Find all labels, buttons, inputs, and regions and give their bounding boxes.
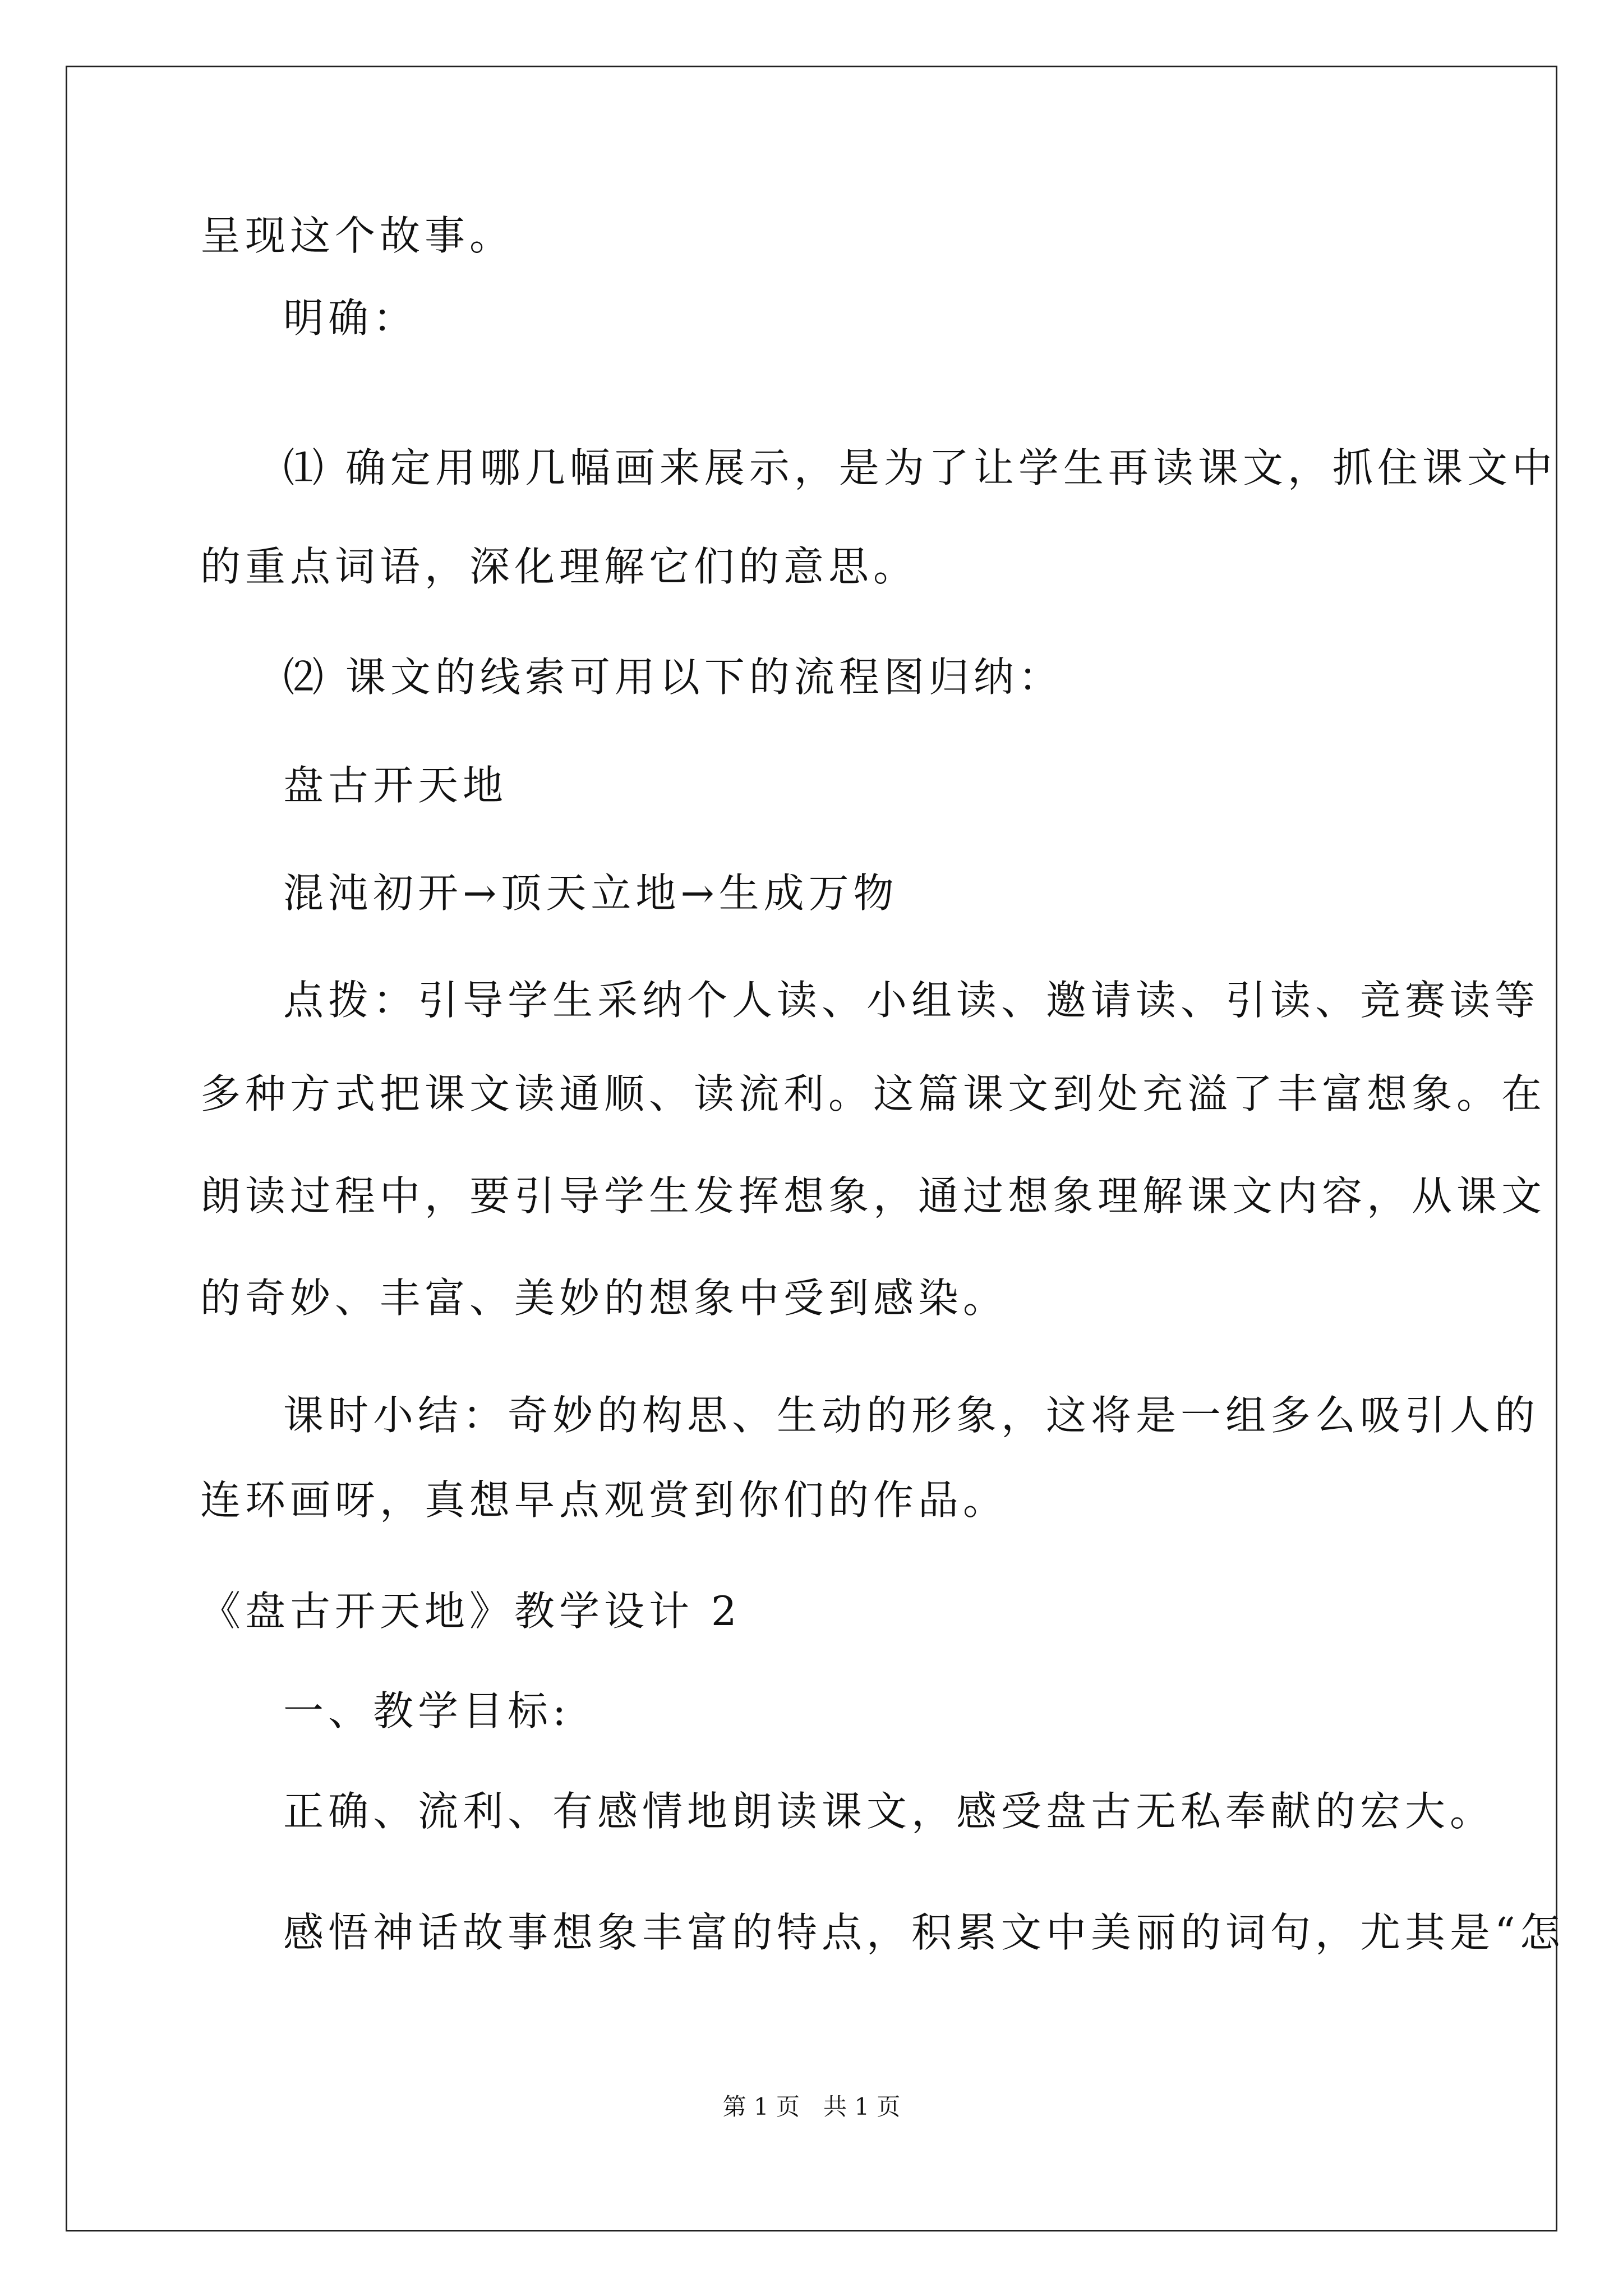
paragraph-line: 一、教学目标: (283, 1687, 571, 1734)
paragraph-line: 连环画呀，真想早点观赏到你们的作品。 (200, 1476, 1008, 1524)
paragraph-line: ⑵ 课文的线索可用以下的流程图归纳： (283, 654, 1063, 701)
paragraph-line: 混沌初开→顶天立地→生成万物 (283, 869, 898, 917)
paragraph-line: 正确、流利、有感情地朗读课文，感受盘古无私奉献的宏大。 (283, 1788, 1495, 1835)
paragraph-line: 点拨：引导学生采纳个人读、小组读、邀请读、引读、竞赛读等 (283, 977, 1540, 1024)
paragraph-line: 课时小结：奇妙的构思、生动的形象，这将是一组多么吸引人的 (283, 1392, 1540, 1439)
page-footer: 第 1 页 共 1 页 (722, 2093, 901, 2120)
paragraph-line: 明确： (283, 295, 418, 342)
page-border (66, 66, 1557, 2231)
paragraph-line: 的重点词语，深化理解它们的意思。 (200, 543, 919, 590)
paragraph-line: ⑴ 确定用哪几幅画来展示，是为了让学生再读课文，抓住课文中 (283, 444, 1557, 491)
paragraph-line: 盘古开天地 (283, 762, 508, 809)
section-heading: 《盘古开天地》教学设计 2 (200, 1588, 741, 1635)
paragraph-line: 朗读过程中，要引导学生发挥想象，通过想象理解课文内容，从课文 (200, 1172, 1547, 1220)
paragraph-line: 感悟神话故事想象丰富的特点，积累文中美丽的词句，尤其是“怎 (283, 1909, 1565, 1956)
paragraph-line: 的奇妙、丰富、美妙的想象中受到感染。 (200, 1274, 1008, 1322)
paragraph-line: 多种方式把课文读通顺、读流利。这篇课文到处充溢了丰富想象。在 (200, 1070, 1547, 1117)
paragraph-line: 呈现这个故事。 (200, 212, 515, 259)
